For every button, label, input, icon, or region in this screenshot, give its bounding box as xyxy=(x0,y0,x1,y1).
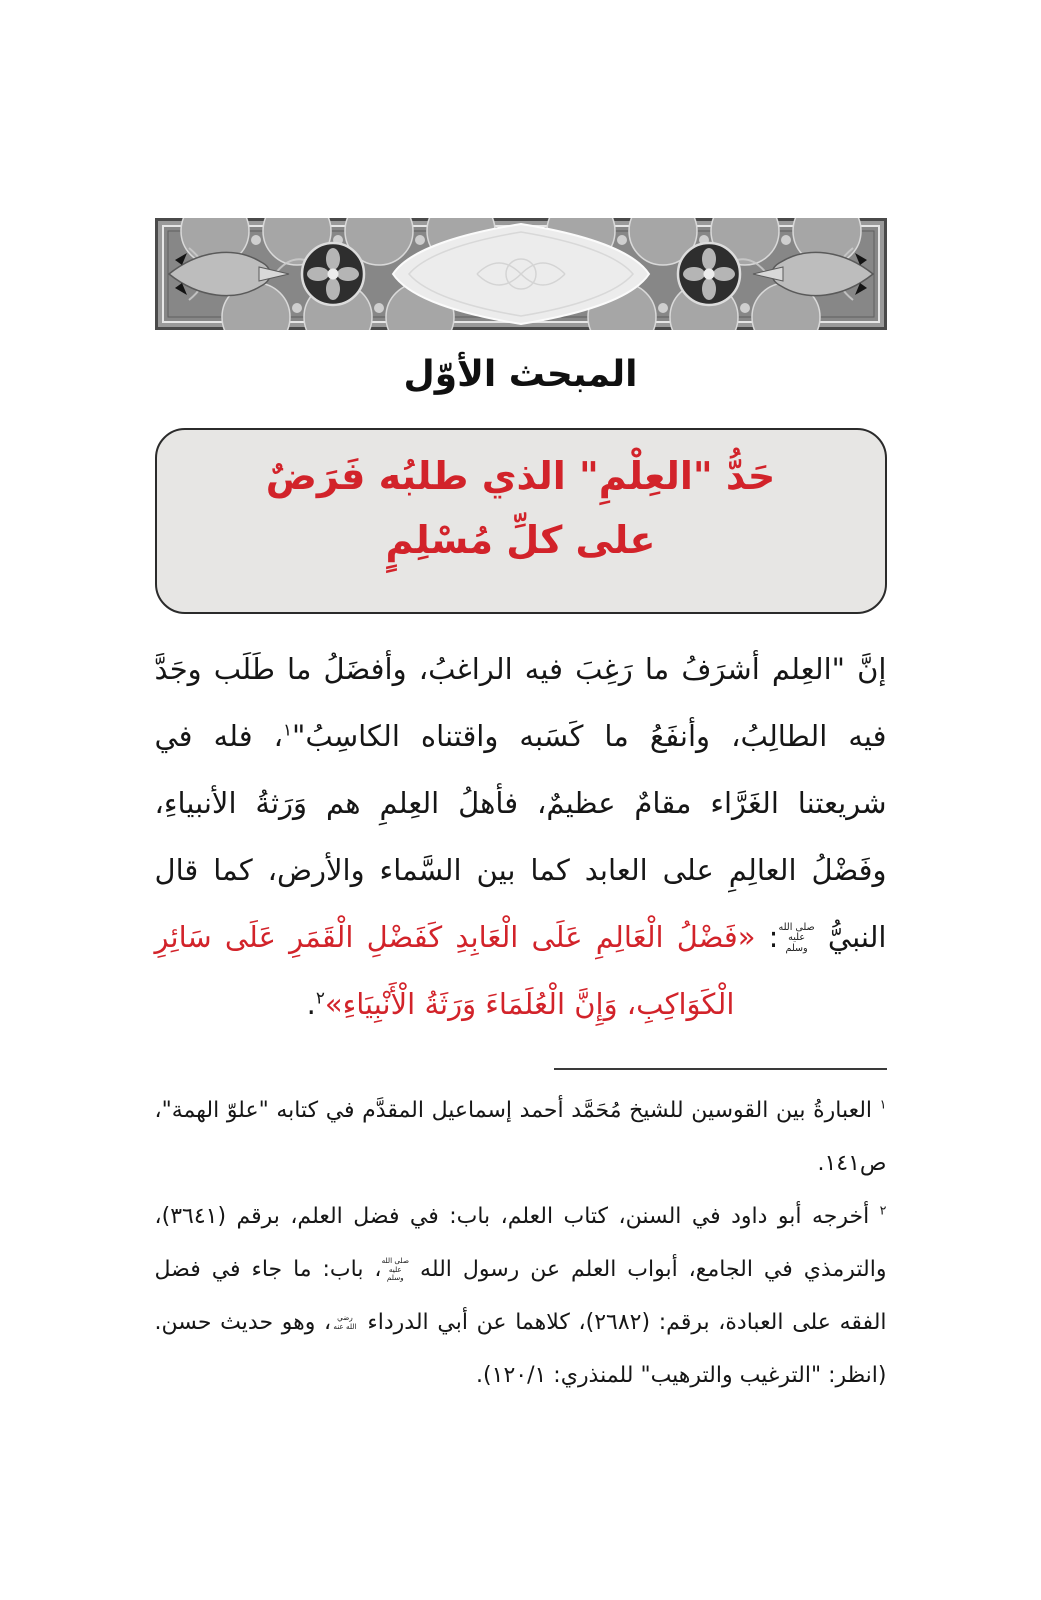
footnote-2-text-b: ، باب: ما جاء في فضل الفقه على العبادة، برقم: (٢٦٨٢)، كلاهما عن أبي الدرداء xyxy=(154,1256,887,1335)
footnote-1-text: العبارةُ بين القوسين للشيخ مُحَمَّد أحمد إسماعيل المقدَّم في كتابه "علوّ الهمة"، ص١٤١. xyxy=(154,1097,887,1176)
footnote-2-text-a: أخرجه أبو داود في السنن، كتاب العلم، باب: في فضل العلم، برقم (٣٦٤١)، والترمذي في الجامع، أبواب العلم عن رسول الله xyxy=(154,1203,887,1282)
footnote-2-text-c: ، وهو حديث حسن. (انظر: "الترغيب والترهيب" للمنذري: ١٢٠/١). xyxy=(154,1309,887,1388)
pbuh-symbol: صلى الله عليه وسلم xyxy=(778,921,815,954)
footnote-marker-2: ٢ xyxy=(315,986,325,1007)
arabesque-ornament-graphic xyxy=(155,218,887,330)
footnote-marker-1: ١ xyxy=(282,718,293,739)
body-text-middle: ، فله في شريعتنا الغَرَّاء مقامٌ عظيمٌ، فأهلُ العِلمِ هم وَرَثةُ الأنبياءِ، وفَضْلُ العالِمِ على العابد كما بين السَّماء والأرض، كما قال النبيُّ xyxy=(154,718,887,954)
page-content xyxy=(155,0,887,1402)
chapter-title-line-2: على كلِّ مُسْلِمٍ xyxy=(385,517,656,562)
body-paragraph xyxy=(155,636,887,1038)
hadith-text: «فَضْلُ الْعَالِمِ عَلَى الْعَابِدِ كَفَضْلِ الْقَمَرِ عَلَى سَائِرِ الْكَوَاكِبِ، وَإِنَّ الْعُلَمَاءَ وَرَثَةُ الْأَنْبِيَاءِ» xyxy=(154,919,756,1021)
footnote-number-1: ١ xyxy=(879,1097,887,1113)
body-text-opening: إنَّ "العِلم أشرَفُ ما رَغِبَ فيه الراغبُ، وأفضَلُ ما طَلَب وجَدَّ فيه الطالِبُ، وأنفَعُ ما كَسَبه واقتناه الكاسِبُ" xyxy=(154,651,887,753)
body-text-colon: : xyxy=(755,919,779,954)
radiallahu-anhu-symbol: رضي الله عنه xyxy=(333,1313,357,1331)
footnotes-section xyxy=(155,1084,887,1402)
chapter-title-box xyxy=(155,428,887,614)
chapter-title-line-1: حَدُّ "العِلْمِ" الذي طلبُه فَرَضٌ xyxy=(265,453,776,498)
ornamental-banner xyxy=(155,218,887,330)
section-heading: المبحث الأوّل xyxy=(403,354,638,395)
pbuh-symbol: صلى الله عليه وسلم xyxy=(381,1256,409,1282)
footnote-2 xyxy=(155,1190,887,1402)
footnote-1 xyxy=(155,1084,887,1190)
footnote-separator xyxy=(554,1068,887,1070)
body-text-period: . xyxy=(306,986,316,1021)
footnote-number-2: ٢ xyxy=(879,1203,887,1219)
